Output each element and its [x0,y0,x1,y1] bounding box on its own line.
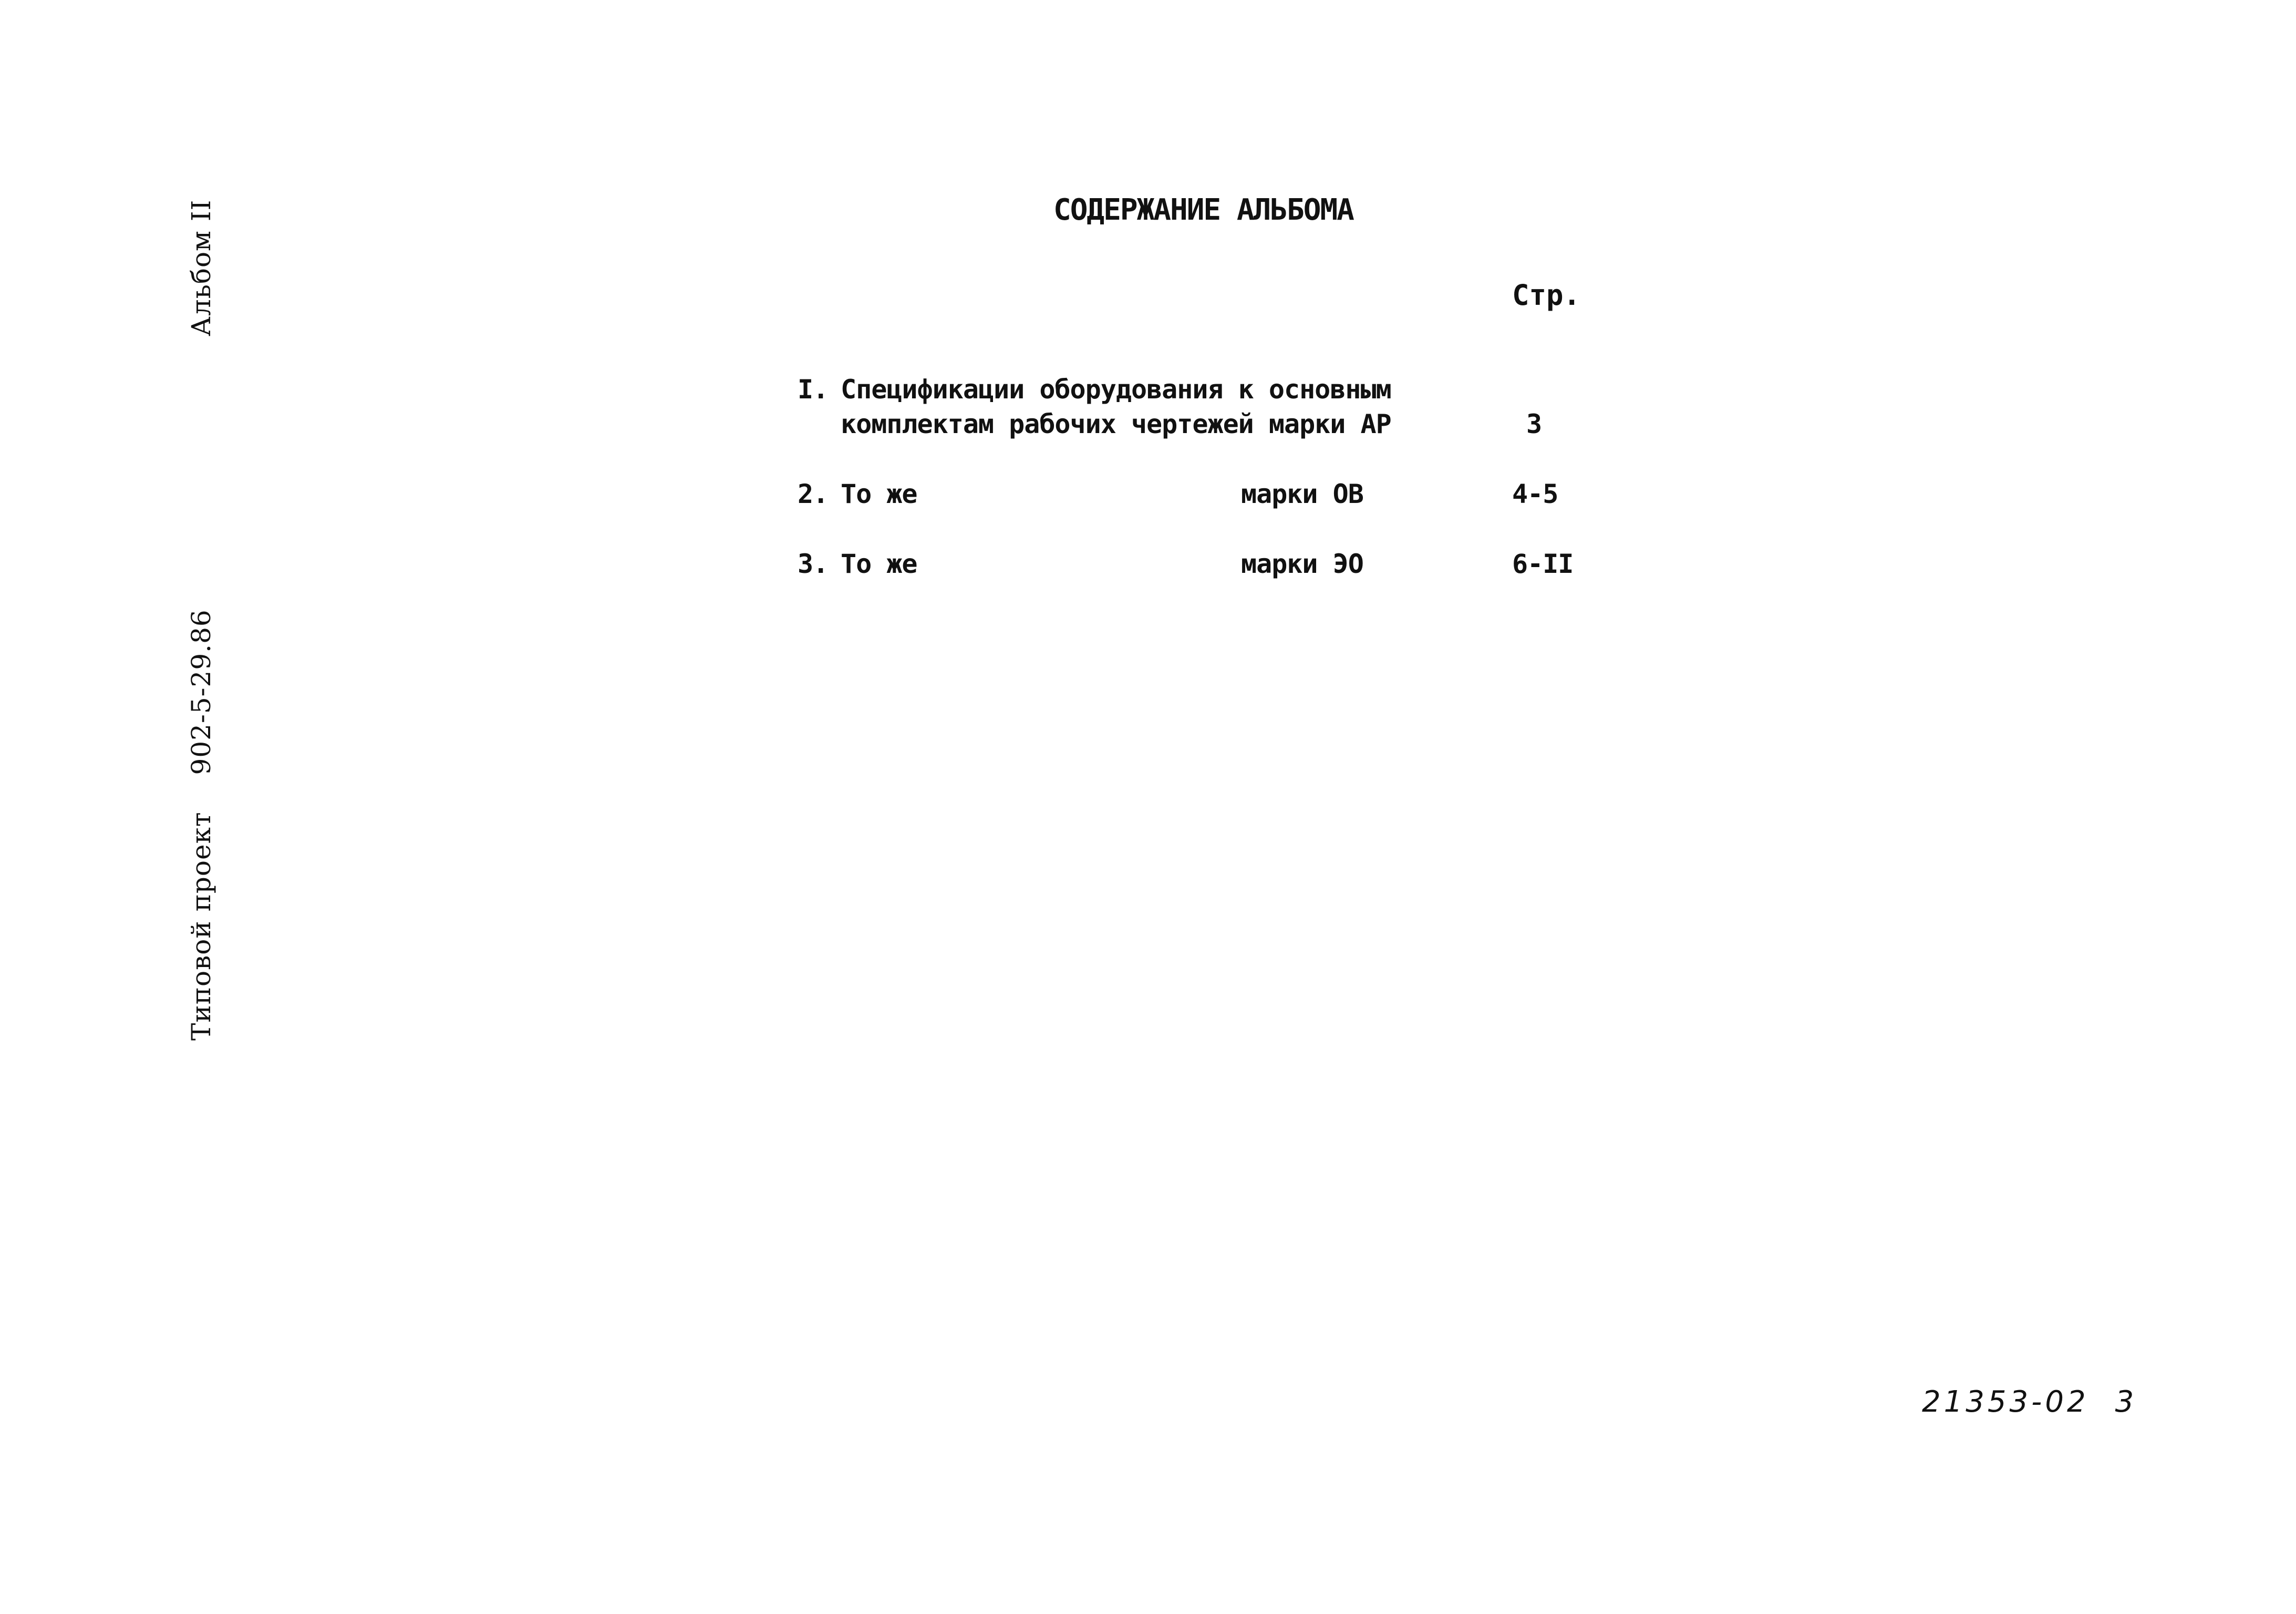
toc-entry-3-mark: марки ЭО [1241,549,1363,579]
document-title: СОДЕРЖАНИЕ АЛЬБОМА [1053,193,1353,227]
stamp-sheet-number: 3 [2115,1385,2137,1419]
toc-entry-3-text: То же [841,549,917,579]
toc-entry-1-number: I. [798,374,829,405]
page-column-header: Стр. [1512,279,1581,312]
toc-entry-3-page: 6-II [1512,549,1574,579]
album-side-caption: Альбом II [186,199,216,336]
toc-entry-2-number: 2. [798,479,829,509]
document-stamp [1922,1387,2137,1417]
project-code: 902-5-29.86 [186,609,216,775]
stamp-doc-number: 21353-02 [1922,1385,2089,1419]
toc-entry-3-number: 3. [798,549,829,579]
toc-entry-2-page: 4-5 [1512,479,1558,509]
project-side-caption [188,609,214,1041]
project-label: Типовой проект [186,811,216,1041]
toc-entry-2-mark: марки ОВ [1241,479,1363,509]
toc-entry-1-page: 3 [1526,409,1542,439]
toc-entry-1-line2: комплектам рабочих чертежей марки АР [841,409,1391,439]
toc-entry-1-line1: Спецификации оборудования к основным [841,374,1391,405]
toc-entry-2-text: То же [841,479,917,509]
